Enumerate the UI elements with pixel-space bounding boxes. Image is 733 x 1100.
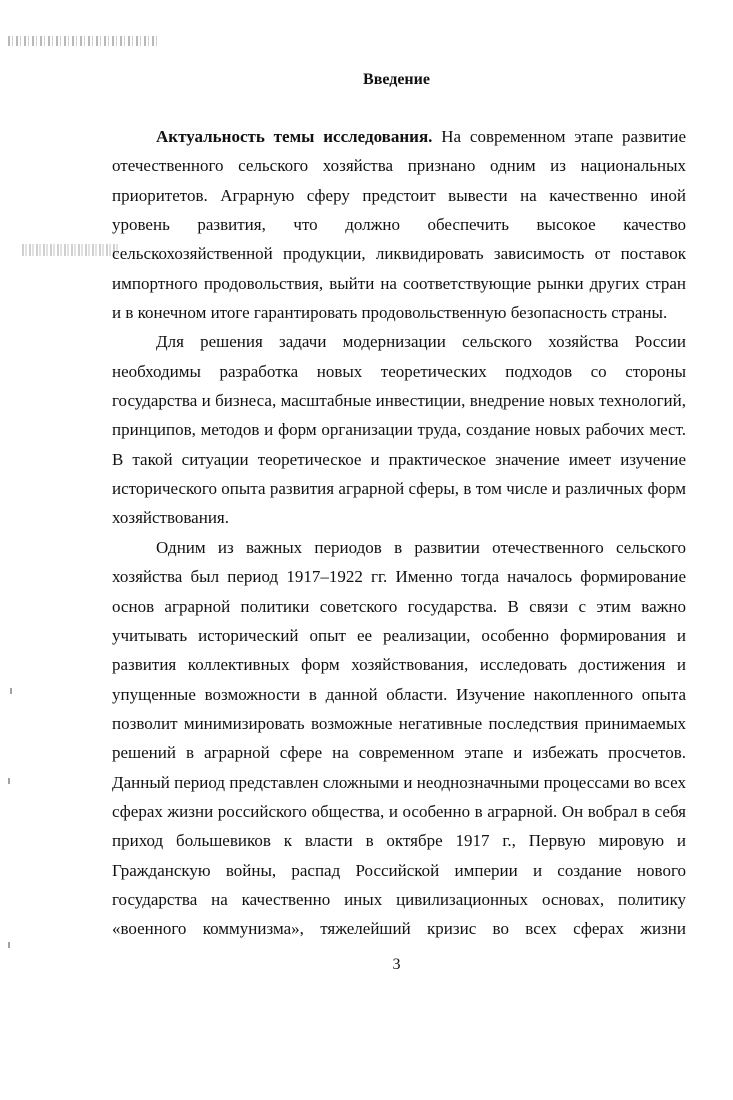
paragraph-1-lead: Актуальность темы исследования. bbox=[156, 127, 433, 146]
scan-artifact-top bbox=[8, 36, 158, 46]
paragraph-2: Для решения задачи модернизации сельского хозяйства России необходимы разработка новых теоретических подходов со стороны государства и бизнеса, масштабные инвестиции, внедрение новых технологий, принципов, методов и форм организации труда, создание новых рабочих мест. В такой ситуации теоретическое и практическое значение имеет изучение исторического опыта развития аграрной сферы, в том числе и различных форм хозяйствования. bbox=[112, 332, 686, 528]
scan-artifact-left bbox=[22, 244, 120, 256]
paragraph-1-text: На современном этапе развитие отечественного сельского хозяйства признано одним из национальных приоритетов. Аграрную сферу предстоит вывести на качественно иной уровень развития, что должно обеспечить высокое качество сельскохозяйственной продукции, ликвидировать зависимость от поставок импортного продовольствия, выйти на соответствующие рынки других стран и в конечном итоге гарантировать продовольственную безопасность страны. bbox=[112, 127, 686, 323]
page-title: Введение bbox=[363, 71, 430, 88]
paragraph-3: Одним из важных периодов в развитии отечественного сельского хозяйства был период 1917–1922 гг. Именно тогда началось формирование основ аграрной политики советского государства. В связи с этим важно учитывать исторический опыт ее реализации, особенно формирования и развития коллективных форм хозяйствования, исследовать достижения и упущенные возможности в данной области. Изучение накопленного опыта позволит минимизировать возможные негативные последствия принимаемых решений в аграрной сфере на современном этапе и избежать просчетов. Данный период представлен сложными и неоднозначными процессами во всех сферах жизни российского общества, и особенно в аграрной. Он вобрал в себя приход большевиков к власти в октябре 1917 г., Первую мировую и Гражданскую войны, распад Российской империи и создание нового государства на качественно иных цивилизационных основах, политику «военного коммунизма», тяжелейший кризис во всех сферах жизни bbox=[112, 537, 686, 939]
margin-mark bbox=[10, 688, 12, 694]
margin-mark bbox=[8, 942, 10, 948]
margin-mark bbox=[8, 778, 10, 784]
page-number: 3 bbox=[392, 956, 401, 973]
paragraph-1 bbox=[112, 122, 686, 327]
document-body bbox=[112, 122, 686, 944]
